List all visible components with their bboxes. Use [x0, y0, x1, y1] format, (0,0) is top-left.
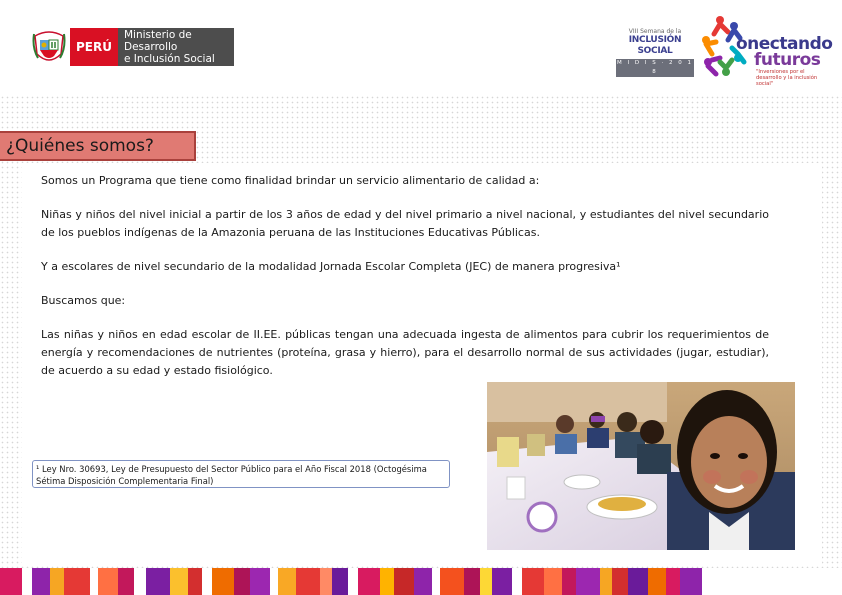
children-eating-photo: [487, 382, 795, 550]
ministry-name: [118, 28, 234, 66]
inclusion-week-year: M I D I S · 2 0 1 8: [617, 60, 693, 75]
coat-of-arms-icon: [32, 28, 66, 66]
paragraph-jec: Y a escolares de nivel secundario de la modalidad Jornada Escolar Completa (JEC) de manera progresiva¹: [41, 260, 621, 273]
section-title-box: [0, 131, 196, 161]
paragraph-beneficiaries: Niñas y niños del nivel inicial a partir de los 3 años de edad y del nivel primario a nivel nacional, y estudiantes del nivel secundario de los pueblos indígenas de la Amazonia peruana de las Instituciones Educativas Públicas.: [41, 208, 769, 239]
inclusion-week-logo: [616, 28, 694, 75]
footnote-text: ¹ Ley Nro. 30693, Ley de Presupuesto del Sector Público para el Año Fiscal 2018 (Octogésima Sétima Disposición Complementaria Final): [36, 464, 427, 486]
ministry-logo: [32, 28, 234, 66]
footer-stripes: [0, 568, 842, 595]
footnote-box: [32, 460, 450, 488]
ministry-line-2: e Inclusión Social: [123, 53, 215, 65]
paragraph-intro: Somos un Programa que tiene como finalidad brindar un servicio alimentario de calidad a:: [41, 174, 540, 187]
section-title: ¿Quiénes somos?: [6, 136, 154, 156]
futuros-word: futuros: [754, 50, 821, 70]
conectando-futuros-logo: [698, 12, 833, 87]
ministry-line-1: Ministerio de Desarrollo: [123, 29, 192, 53]
inclusion-week-top: VIII Semana de la: [628, 28, 682, 35]
tagline: "Inversiones por el desarrollo y la inclusión social": [756, 69, 818, 87]
conectando-word: onectando: [736, 34, 833, 54]
paragraph-goal-heading: Buscamos que:: [41, 294, 126, 307]
paragraph-goal: Las niñas y niños en edad escolar de II.EE. públicas tengan una adecuada ingesta de alimentos para cubrir los requerimientos de energía y recomendaciones de nutrientes (proteína, grasa y hierro), para el desarrollo normal de sus actividades (jugar, estudiar), de acuerdo a su edad y estado fisiológico.: [41, 328, 769, 377]
peru-label: PERÚ: [70, 28, 118, 66]
body-text: [41, 172, 769, 380]
inclusion-week-title: INCLUSIÓN SOCIAL: [628, 35, 682, 56]
